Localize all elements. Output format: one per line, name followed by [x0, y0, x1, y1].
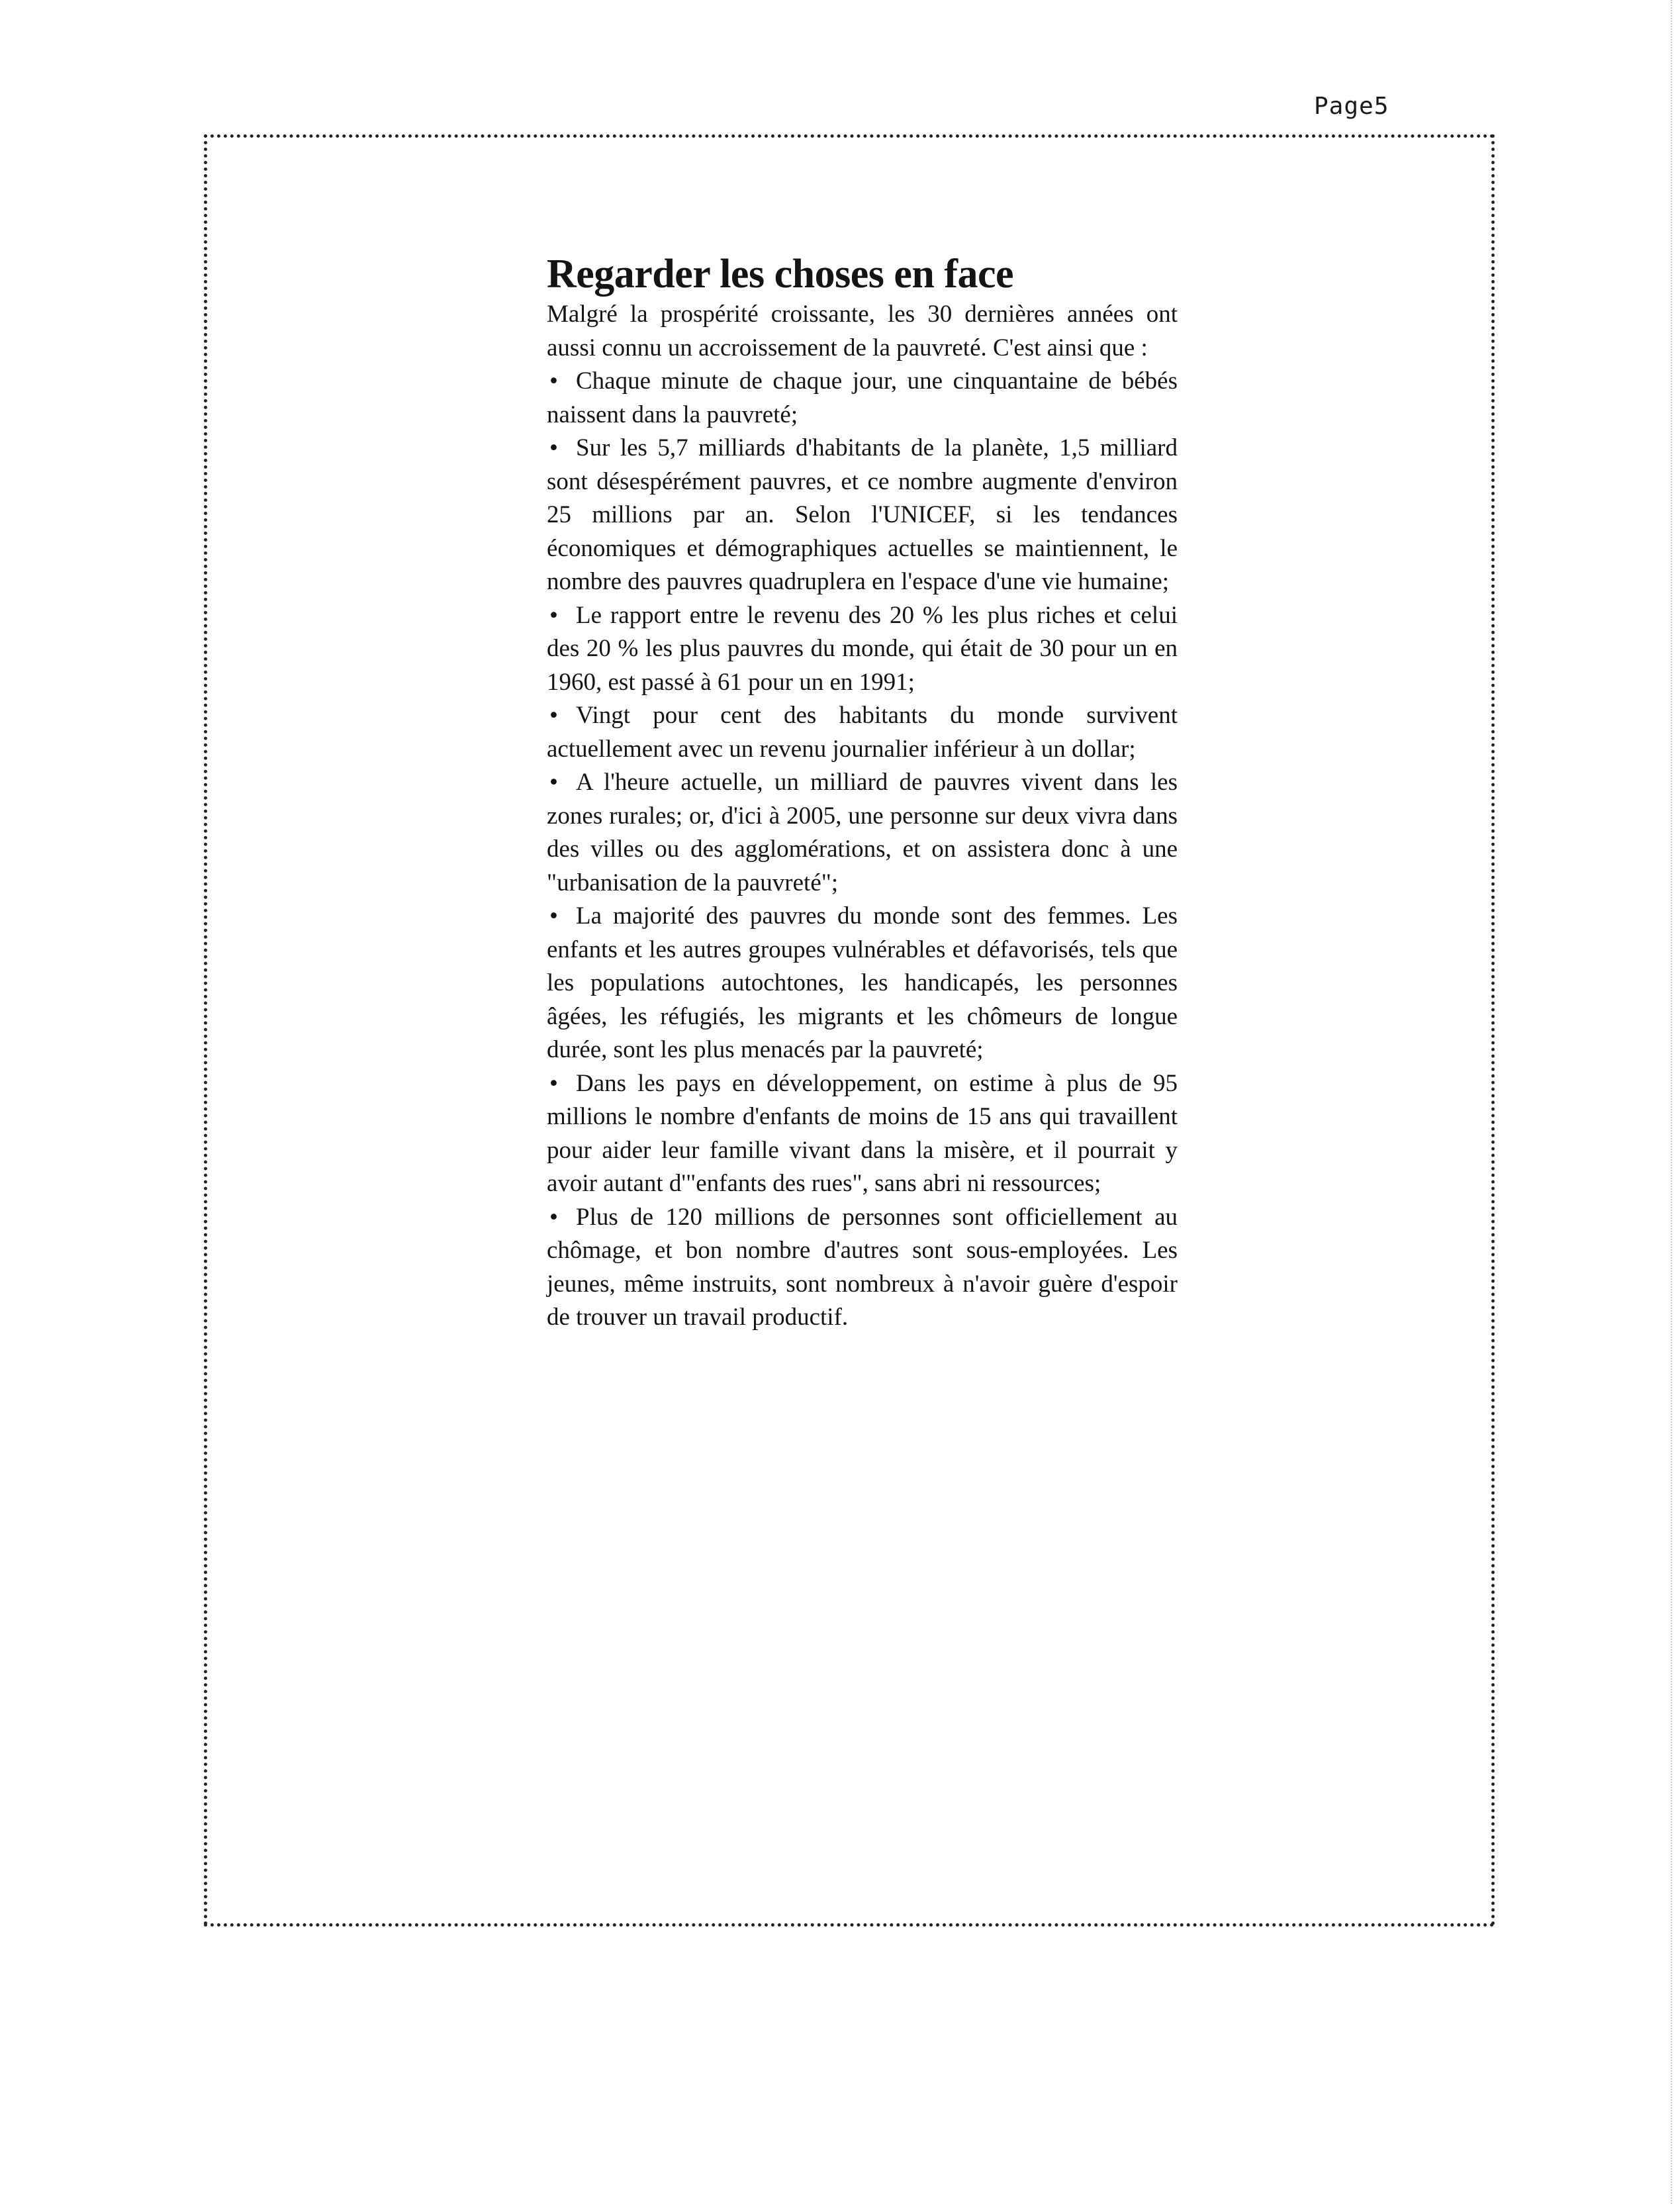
list-item-text: Chaque minute de chaque jour, une cinquantaine de bébés naissent dans la pauvreté; [547, 367, 1178, 428]
article-title: Regarder les choses en face [547, 252, 1014, 297]
list-item [547, 900, 1178, 1067]
bullet-icon: • [549, 367, 558, 395]
list-item-text: Vingt pour cent des habitants du monde survivent actuellement avec un revenu journalier inférieur à un dollar; [547, 702, 1178, 763]
bullet-icon: • [549, 1203, 558, 1231]
article [547, 252, 1178, 1335]
list-item-text: Plus de 120 millions de personnes sont officiellement au chômage, et bon nombre d'autres sont sous-employées. Les jeunes, même instruits, sont nombreux à n'avoir guère d'espoir de trouver un travail productif. [547, 1203, 1178, 1331]
page-number: Page5 [1314, 93, 1389, 120]
list-item [547, 699, 1178, 766]
list-item-text: Sur les 5,7 milliards d'habitants de la planète, 1,5 milliard sont désespérément pauvres, et ce nombre augmente d'environ 25 millions par an. Selon l'UNICEF, si les tendances économiques et démographiques actuelles se maintiennent, le nombre des pauvres quadruplera en l'espace d'une vie humaine; [547, 434, 1178, 595]
bullet-icon: • [549, 769, 558, 796]
scan-edge-artifact [1671, 0, 1675, 2204]
bullet-icon: • [549, 601, 558, 629]
article-intro: Malgré la prospérité croissante, les 30 dernières années ont aussi connu un accroissement de la pauvreté. C'est ainsi que : [547, 301, 1178, 361]
bullet-icon: • [549, 702, 558, 729]
list-item [547, 365, 1178, 432]
bullet-icon: • [549, 902, 558, 930]
bullet-icon: • [549, 1069, 558, 1097]
list-item [547, 1201, 1178, 1335]
list-item-text: La majorité des pauvres du monde sont des femmes. Les enfants et les autres groupes vulnérables et défavorisés, tels que les populations autochtones, les handicapés, les personnes âgées, les réfugiés, les migrants et les chômeurs de longue durée, sont les plus menacés par la pauvreté; [547, 902, 1178, 1063]
list-item [547, 432, 1178, 599]
list-item-text: Dans les pays en développement, on estime à plus de 95 millions le nombre d'enfants de moins de 15 ans qui travaillent pour aider leur famille vivant dans la misère, et il pourrait y avoir autant d'"enfants des rues", sans abri ni ressources; [547, 1069, 1178, 1197]
list-item [547, 599, 1178, 700]
list-item [547, 1067, 1178, 1201]
list-item [547, 766, 1178, 900]
list-item-text: Le rapport entre le revenu des 20 % les plus riches et celui des 20 % les plus pauvres du monde, qui était de 30 pour un en 1960, est passé à 61 pour un en 1991; [547, 601, 1178, 696]
list-item-text: A l'heure actuelle, un milliard de pauvres vivent dans les zones rurales; or, d'ici à 2005, une personne sur deux vivra dans des villes ou des agglomérations, et on assistera donc à une "urbanisation de la pauvreté"; [547, 769, 1178, 896]
bullet-icon: • [549, 434, 558, 461]
